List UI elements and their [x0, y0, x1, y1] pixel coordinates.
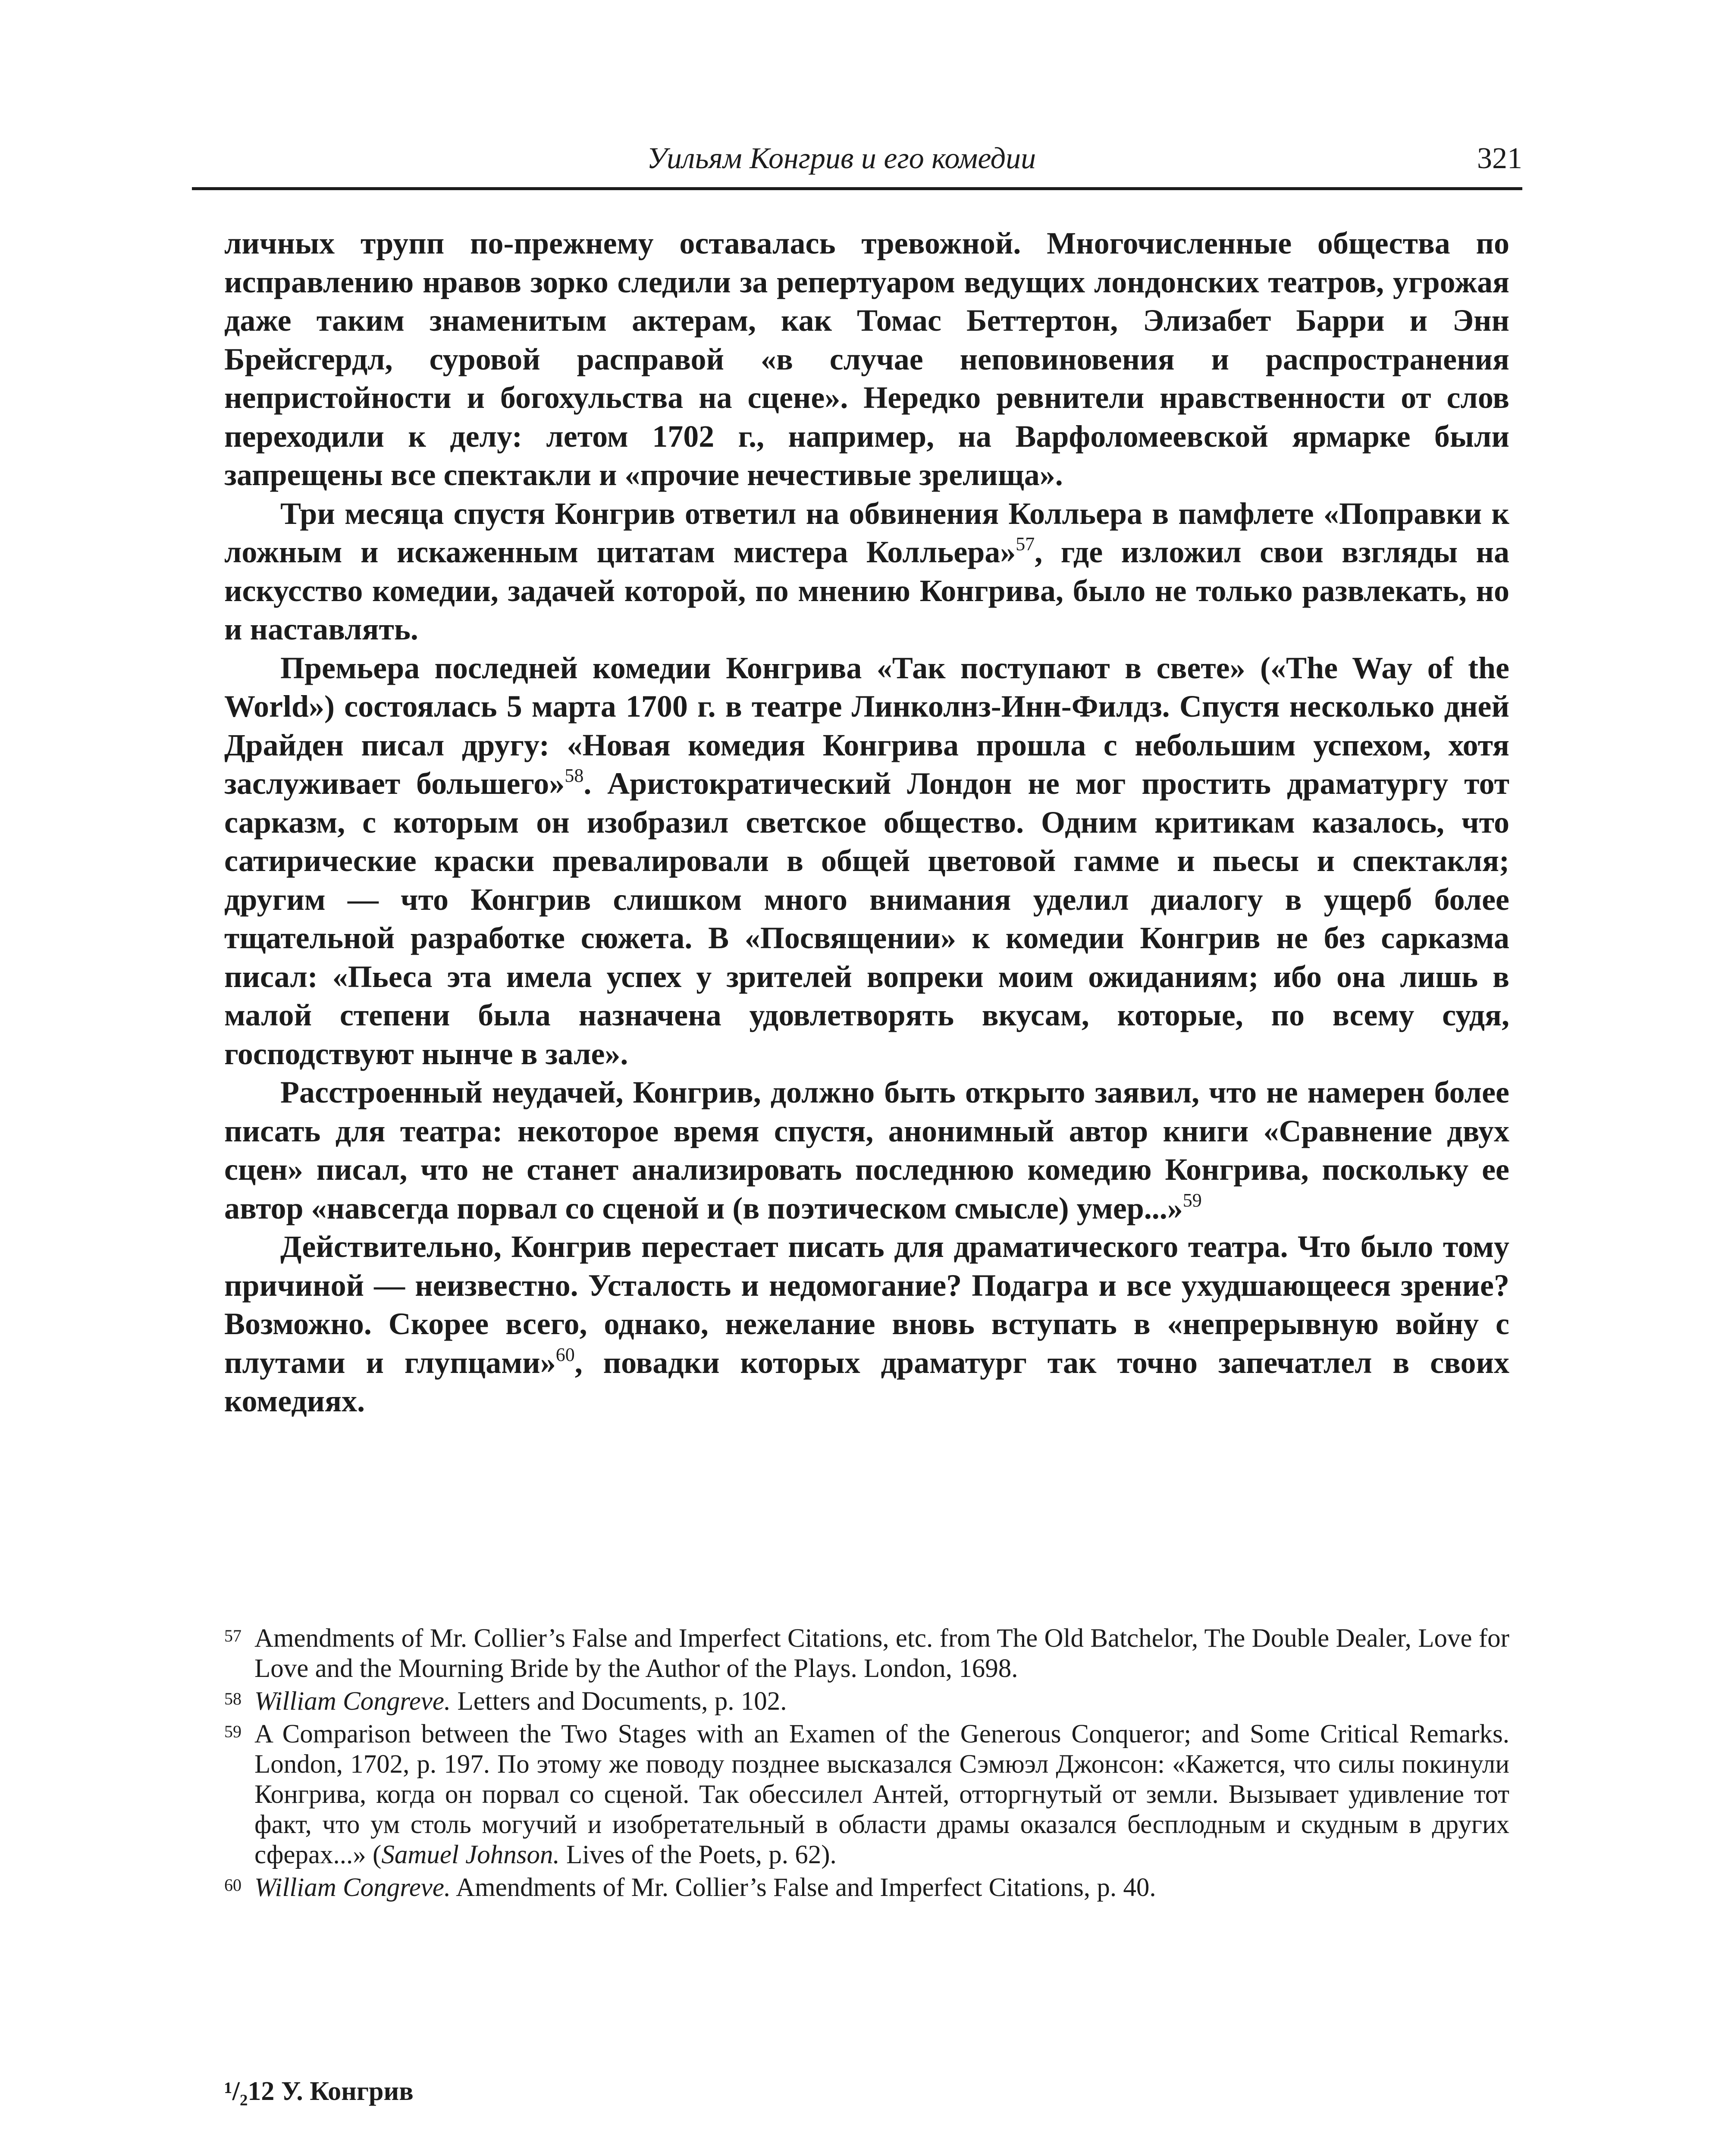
- paragraph-4: [224, 1073, 1509, 1228]
- main-text: [224, 224, 1509, 1421]
- paragraph-text: , повадки которых драматург так точно запечатлел в своих комедиях.: [224, 1345, 1509, 1418]
- running-title: Уильям Конгрив и его комедии: [647, 142, 1036, 175]
- footnote-ref-57: 57: [1016, 533, 1035, 555]
- footnote-author: Samuel Johnson.: [381, 1840, 560, 1869]
- header-rule: [192, 187, 1522, 190]
- page-number: 321: [1477, 142, 1522, 175]
- paragraph-text: Три месяца спустя Конгрив ответил на обвинения Колльера в памфлете «Поправки к ложным и искаженным цитатам мистера Колльера»: [224, 496, 1509, 569]
- paragraph-3: [224, 649, 1509, 1074]
- footnote-ref-58: 58: [565, 765, 584, 786]
- footnote-ref-60: 60: [555, 1344, 575, 1365]
- paragraph-text: . Аристократический Лондон не мог простить драматургу тот сарказм, с которым он изобразил светское общество. Одним критикам казалось, что сатирические краски превалировали в общей цветовой гамме и пьесы и спектакля; другим — что Конгрив слишком много внимания уделил диалогу в ущерб более тщательной разработке сюжета. В «Посвящении» к комедии Конгрив не без сарказма писал: «Пьеса эта имела успех у зрителей вопреки моим ожиданиям; ибо она лишь в малой степени была назначена удовлетворять вкусам, которые, по всему судя, господствуют нынче в зале».: [224, 766, 1509, 1071]
- paragraph-text: Премьера последней комедии Конгрива «Так поступают в свете» («The Way of the World») состоялась 5 марта 1700 г. в театре Линколнз-Инн-Филдз. Спустя несколько дней Драйден писал другу: «Новая комедия Конгрива прошла с небольшим успехом, хотя заслуживает большего»: [224, 650, 1509, 801]
- footnote-text: Letters and Documents, p. 102.: [451, 1687, 787, 1716]
- footnote-59: [224, 1719, 1509, 1870]
- running-head: [192, 137, 1522, 189]
- footnote-number: 59: [224, 1722, 242, 1741]
- printer-signature: ¹/₂12 У. Конгрив: [224, 2077, 414, 2106]
- footnote-text: Lives of the Poets, p. 62).: [559, 1840, 837, 1869]
- footnote-ref-59: 59: [1182, 1189, 1202, 1211]
- footnotes: [224, 1623, 1509, 1905]
- footnote-text: Amendments of Mr. Collier’s False and Imperfect Citations, etc. from The Old Batchelor, The Double Dealer, Love for Love and the Mourning Bride by the Author of the Plays. London, 1698.: [254, 1624, 1509, 1683]
- footnote-58: [224, 1686, 1509, 1717]
- footnote-number: 57: [224, 1626, 242, 1645]
- paragraph-text: Действительно, Конгрив перестает писать для драматического театра. Что было тому причиной — неизвестно. Усталость и недомогание? Подагра и все ухудшающееся зрение? Возможно. Скорее всего, однако, нежелание вновь вступать в «непрерывную войну с плутами и глупцами»: [224, 1229, 1509, 1380]
- paragraph-text: личных трупп по-прежнему оставалась тревожной. Многочисленные общества по исправлению нравов зорко следили за репертуаром ведущих лондонских театров, угрожая даже таким знаменитым актерам, как Томас Беттертон, Элизабет Барри и Энн Брейсгердл, суровой расправой «в случае неповиновения и распространения непристойности и богохульства на сцене». Нередко ревнители нравственности от слов переходили к делу: летом 1702 г., например, на Варфоломеевской ярмарке были запрещены все спектакли и «прочие нечестивые зрелища».: [224, 226, 1509, 492]
- footnote-author: William Congreve.: [254, 1687, 451, 1716]
- paragraph-1: [224, 224, 1509, 495]
- footnote-number: 58: [224, 1689, 242, 1708]
- footnote-author: William Congreve.: [254, 1873, 451, 1902]
- footnote-text: A Comparison between the Two Stages with an Examen of the Generous Conqueror; and Some Critical Remarks. London, 1702, p. 197. По этому же поводу позднее высказался Сэмюэл Джонсон: «Кажется, что силы покинули Конгрива, когда он порвал со сценой. Так обессилел Антей, отторгнутый от земли. Вызывает удивление тот факт, что ум столь могучий и изобретательный в области драмы оказался бесплодным и скудным в других сферах...» (: [254, 1720, 1509, 1869]
- footnote-number: 60: [224, 1875, 242, 1895]
- paragraph-5: [224, 1228, 1509, 1421]
- footnote-57: [224, 1623, 1509, 1684]
- footnote-text: Amendments of Mr. Collier’s False and Imperfect Citations, p. 40.: [451, 1873, 1156, 1902]
- paragraph-2: [224, 495, 1509, 649]
- paragraph-text: , где изложил свои взгляды на искусство комедии, задачей которой, по мнению Конгрива, было не только развлекать, но и наставлять.: [224, 535, 1509, 646]
- paragraph-text: Расстроенный неудачей, Конгрив, должно быть открыто заявил, что не намерен более писать для театра: некоторое время спустя, анонимный автор книги «Сравнение двух сцен» писал, что не станет анализировать последнюю комедию Конгрива, поскольку ее автор «навсегда порвал со сценой и (в поэтическом смысле) умер...»: [224, 1075, 1509, 1225]
- footnote-60: [224, 1873, 1509, 1903]
